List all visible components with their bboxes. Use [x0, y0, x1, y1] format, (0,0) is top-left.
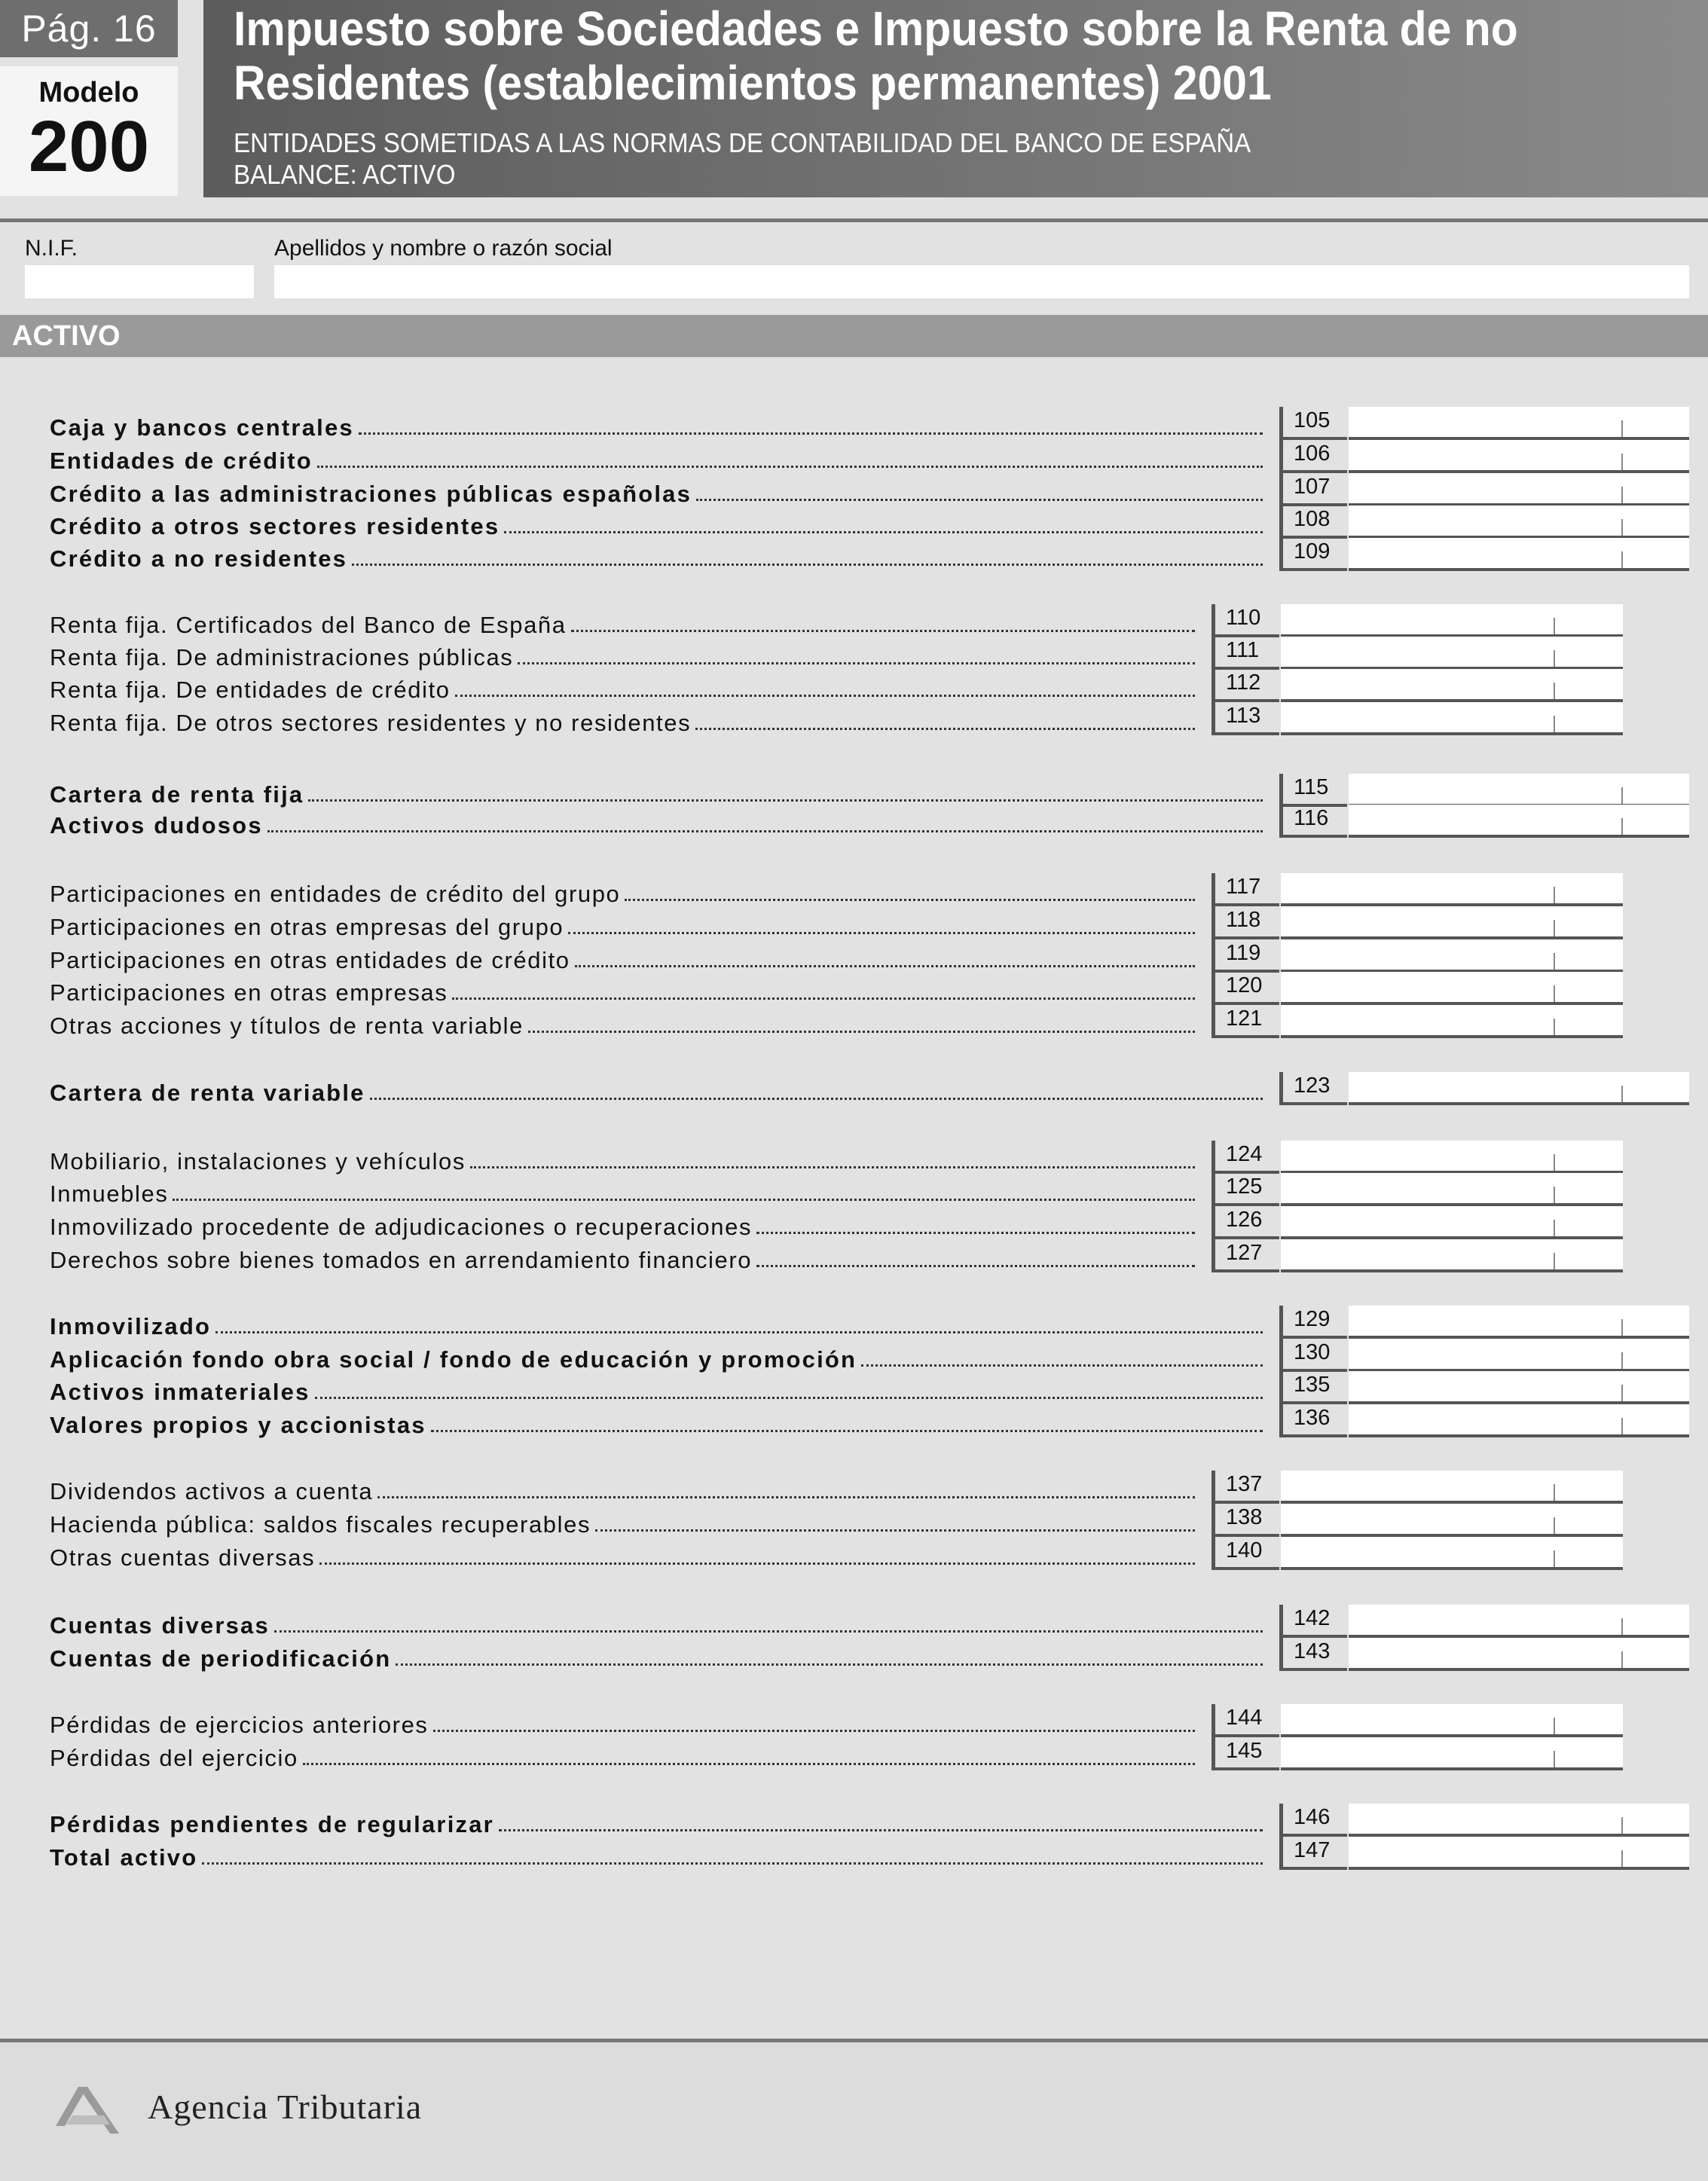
row-label: Renta fija. De entidades de crédito	[50, 677, 451, 703]
form-row	[0, 1505, 1708, 1540]
nif-field[interactable]	[25, 265, 254, 298]
dot-leader	[319, 1562, 1195, 1565]
row-label: Cartera de renta fija	[50, 781, 304, 808]
decimal-separator-mark	[1621, 1651, 1623, 1668]
decimal-separator-mark	[1621, 420, 1623, 437]
amount-field[interactable]	[1281, 1737, 1623, 1770]
amount-field[interactable]	[1349, 1837, 1689, 1870]
dot-leader	[499, 1829, 1263, 1831]
decimal-separator-mark	[1554, 920, 1555, 936]
box-code: 129	[1279, 1306, 1347, 1339]
box-code: 126	[1211, 1206, 1279, 1239]
decimal-separator-mark	[1621, 1817, 1623, 1834]
form-row	[0, 1538, 1708, 1573]
modelo-label: Modelo	[38, 77, 139, 108]
form-row	[0, 539, 1708, 574]
section-header	[0, 315, 1708, 357]
dot-leader	[202, 1862, 1263, 1865]
decimal-separator-mark	[1554, 1718, 1555, 1734]
amount-field[interactable]	[1281, 669, 1623, 702]
form-row	[0, 806, 1708, 841]
row-label: Cuentas de periodificación	[50, 1645, 392, 1672]
amount-field[interactable]	[1281, 1537, 1623, 1570]
decimal-separator-mark	[1621, 1618, 1623, 1635]
divider	[0, 218, 1708, 222]
amount-field[interactable]	[1349, 1404, 1689, 1437]
decimal-separator-mark	[1554, 683, 1555, 699]
box-code: 111	[1211, 637, 1279, 670]
row-label: Pérdidas de ejercicios anteriores	[50, 1712, 429, 1738]
form-row	[0, 606, 1708, 640]
form-row	[0, 908, 1708, 942]
dot-leader	[528, 1031, 1195, 1033]
form-row	[0, 1006, 1708, 1041]
row-label: Mobiliario, instalaciones y vehículos	[50, 1148, 466, 1175]
box-code: 143	[1279, 1638, 1347, 1671]
dot-leader	[756, 1232, 1195, 1234]
box-code: 117	[1211, 873, 1279, 906]
amount-field[interactable]	[1281, 1173, 1623, 1206]
decimal-separator-mark	[1621, 1385, 1623, 1401]
form-subtitle-line2: BALANCE: ACTIVO	[234, 159, 456, 190]
agency-name: Agencia Tributaria	[148, 2088, 423, 2126]
form-row	[0, 638, 1708, 673]
dot-leader	[452, 997, 1195, 1000]
box-code: 125	[1211, 1173, 1279, 1206]
box-code: 142	[1279, 1605, 1347, 1638]
box-code: 123	[1279, 1072, 1347, 1105]
amount-field[interactable]	[1281, 939, 1623, 973]
form-row	[0, 973, 1708, 1008]
amount-field[interactable]	[1281, 604, 1623, 637]
box-code: 110	[1211, 604, 1279, 637]
row-label: Aplicación fondo obra social / fondo de educación y promoción	[50, 1346, 857, 1373]
row-label: Cartera de renta variable	[50, 1080, 365, 1106]
box-code: 109	[1279, 538, 1347, 571]
amount-field[interactable]	[1349, 407, 1689, 440]
amount-field[interactable]	[1349, 440, 1689, 473]
amount-field[interactable]	[1349, 1371, 1689, 1404]
form-row	[0, 1472, 1708, 1507]
dot-leader	[455, 695, 1195, 697]
row-label: Renta fija. Certificados del Banco de España	[50, 612, 567, 638]
decimal-separator-mark	[1621, 1319, 1623, 1336]
row-label: Inmuebles	[50, 1181, 169, 1207]
dot-leader	[274, 1630, 1263, 1633]
amount-field[interactable]	[1281, 1704, 1623, 1737]
decimal-separator-mark	[1554, 985, 1555, 1002]
box-code: 137	[1211, 1471, 1279, 1504]
dot-leader	[571, 630, 1195, 632]
amount-field[interactable]	[1349, 774, 1689, 807]
decimal-separator-mark	[1621, 1086, 1623, 1102]
amount-field[interactable]	[1349, 506, 1689, 539]
box-code: 113	[1211, 702, 1279, 735]
row-label: Entidades de crédito	[50, 448, 313, 474]
decimal-separator-mark	[1621, 454, 1623, 470]
decimal-separator-mark	[1554, 1187, 1555, 1203]
form-row	[0, 1373, 1708, 1407]
amount-field[interactable]	[1281, 906, 1623, 939]
row-label: Inmovilizado	[50, 1313, 212, 1339]
amount-field[interactable]	[1349, 805, 1689, 838]
dot-leader	[625, 899, 1195, 901]
title-bar	[203, 0, 1708, 197]
row-label: Valores propios y accionistas	[50, 1412, 426, 1438]
agencia-tributaria-logo-icon	[50, 2079, 125, 2140]
box-code: 140	[1211, 1537, 1279, 1570]
box-code: 124	[1211, 1141, 1279, 1174]
dot-leader	[359, 432, 1263, 435]
decimal-separator-mark	[1621, 1850, 1623, 1867]
row-label: Caja y bancos centrales	[50, 414, 354, 441]
box-code: 127	[1211, 1239, 1279, 1272]
row-label: Otras cuentas diversas	[50, 1544, 316, 1571]
dot-leader	[695, 728, 1195, 730]
amount-field[interactable]	[1281, 972, 1623, 1005]
dot-leader	[370, 1098, 1263, 1100]
box-code: 135	[1279, 1371, 1347, 1404]
form-row	[0, 1142, 1708, 1177]
name-field[interactable]	[274, 265, 1689, 298]
form-row	[0, 1739, 1708, 1773]
decimal-separator-mark	[1621, 551, 1623, 568]
decimal-separator-mark	[1554, 1019, 1555, 1035]
row-label: Total activo	[50, 1844, 198, 1871]
decimal-separator-mark	[1554, 716, 1555, 732]
dot-leader	[377, 1496, 1195, 1498]
dot-leader	[352, 564, 1263, 566]
form-row	[0, 704, 1708, 738]
decimal-separator-mark	[1621, 519, 1623, 536]
box-code: 130	[1279, 1339, 1347, 1372]
row-label: Renta fija. De otros sectores residentes y no residentes	[50, 710, 692, 736]
row-label: Derechos sobre bienes tomados en arrendamiento financiero	[50, 1247, 753, 1273]
form-subtitle-line1: ENTIDADES SOMETIDAS A LAS NORMAS DE CONTABILIDAD DEL BANCO DE ESPAÑA	[234, 127, 1251, 158]
box-code: 107	[1279, 473, 1347, 506]
box-code: 118	[1211, 906, 1279, 939]
row-label: Participaciones en entidades de crédito del grupo	[50, 881, 621, 907]
box-code: 146	[1279, 1804, 1347, 1837]
dot-leader	[861, 1364, 1263, 1367]
dot-leader	[308, 799, 1263, 802]
box-code: 121	[1211, 1005, 1279, 1038]
form-row	[0, 1208, 1708, 1242]
amount-field[interactable]	[1281, 637, 1623, 670]
decimal-separator-mark	[1554, 1517, 1555, 1534]
row-label: Pérdidas pendientes de regularizar	[50, 1811, 494, 1837]
amount-field[interactable]	[1349, 538, 1689, 571]
amount-field[interactable]	[1349, 1638, 1689, 1671]
box-code: 116	[1279, 805, 1347, 838]
amount-field[interactable]	[1281, 1206, 1623, 1239]
form-title-line2: Residentes (establecimientos permanentes) 2001	[234, 56, 1272, 110]
amount-field[interactable]	[1349, 473, 1689, 506]
amount-field[interactable]	[1281, 873, 1623, 906]
page-number: Pág. 16	[0, 0, 178, 57]
dot-leader	[470, 1166, 1195, 1168]
amount-field[interactable]	[1281, 1141, 1623, 1174]
amount-field[interactable]	[1281, 1504, 1623, 1537]
dot-leader	[303, 1763, 1195, 1765]
form-row	[0, 670, 1708, 705]
amount-field[interactable]	[1281, 1239, 1623, 1272]
modelo-number: 200	[28, 106, 150, 187]
dot-leader	[215, 1331, 1263, 1333]
dot-leader	[595, 1529, 1195, 1532]
form-row	[0, 1639, 1708, 1674]
form-row	[0, 1074, 1708, 1108]
row-label: Renta fija. De administraciones públicas	[50, 644, 514, 670]
box-code: 106	[1279, 440, 1347, 473]
row-label: Participaciones en otras empresas del grupo	[50, 914, 564, 940]
form-title-line1: Impuesto sobre Sociedades e Impuesto sobre la Renta de no	[234, 2, 1518, 56]
form-row	[0, 875, 1708, 909]
box-code: 138	[1211, 1504, 1279, 1537]
decimal-separator-mark	[1554, 1154, 1555, 1171]
box-code: 115	[1279, 774, 1347, 807]
row-label: Crédito a no residentes	[50, 545, 348, 572]
form-row	[0, 441, 1708, 476]
box-code: 105	[1279, 407, 1347, 440]
amount-field[interactable]	[1281, 1005, 1623, 1038]
decimal-separator-mark	[1554, 887, 1555, 903]
dot-leader	[433, 1730, 1195, 1732]
form-row	[0, 1706, 1708, 1740]
form-row	[0, 1175, 1708, 1209]
box-code: 136	[1279, 1404, 1347, 1437]
row-label: Crédito a otros sectores residentes	[50, 513, 500, 539]
decimal-separator-mark	[1554, 618, 1555, 634]
decimal-separator-mark	[1621, 818, 1623, 835]
dot-leader	[696, 499, 1263, 501]
dot-leader	[575, 965, 1195, 967]
form-row	[0, 1340, 1708, 1375]
row-label: Hacienda pública: saldos fiscales recuperables	[50, 1511, 591, 1538]
row-label: Crédito a las administraciones públicas españolas	[50, 481, 692, 507]
dot-leader	[315, 1397, 1263, 1399]
form-row	[0, 1406, 1708, 1440]
dot-leader	[504, 531, 1263, 533]
row-label: Dividendos activos a cuenta	[50, 1478, 374, 1504]
row-label: Activos inmateriales	[50, 1379, 310, 1405]
row-label: Participaciones en otras empresas	[50, 979, 448, 1006]
decimal-separator-mark	[1554, 1220, 1555, 1236]
dot-leader	[518, 662, 1195, 664]
dot-leader	[267, 830, 1263, 832]
name-label: Apellidos y nombre o razón social	[274, 236, 613, 261]
section-title: ACTIVO	[12, 320, 121, 352]
decimal-separator-mark	[1554, 1484, 1555, 1501]
row-label: Activos dudosos	[50, 812, 263, 838]
amount-field[interactable]	[1281, 702, 1623, 735]
form-row	[0, 408, 1708, 443]
nif-label: N.I.F.	[25, 236, 78, 261]
amount-field[interactable]	[1349, 1804, 1689, 1837]
decimal-separator-mark	[1554, 1751, 1555, 1767]
decimal-separator-mark	[1621, 787, 1623, 804]
amount-field[interactable]	[1349, 1339, 1689, 1372]
row-label: Cuentas diversas	[50, 1612, 270, 1639]
form-row	[0, 1805, 1708, 1840]
row-label: Participaciones en otras entidades de crédito	[50, 947, 570, 973]
decimal-separator-mark	[1621, 1352, 1623, 1369]
box-code: 147	[1279, 1837, 1347, 1870]
dot-leader	[317, 466, 1263, 468]
amount-field[interactable]	[1349, 1605, 1689, 1638]
modelo-box	[0, 66, 178, 196]
box-code: 120	[1211, 972, 1279, 1005]
box-code: 145	[1211, 1737, 1279, 1770]
row-label: Pérdidas del ejercicio	[50, 1745, 298, 1771]
decimal-separator-mark	[1621, 487, 1623, 503]
dot-leader	[431, 1430, 1263, 1432]
box-code: 119	[1211, 939, 1279, 973]
form-row	[0, 1606, 1708, 1641]
dot-leader	[756, 1265, 1195, 1267]
row-label: Inmovilizado procedente de adjudicaciones o recuperaciones	[50, 1214, 753, 1240]
form-row	[0, 507, 1708, 542]
form-row	[0, 1241, 1708, 1275]
form-row	[0, 941, 1708, 976]
dot-leader	[396, 1663, 1263, 1666]
dot-leader	[568, 932, 1195, 934]
box-code: 108	[1279, 506, 1347, 539]
decimal-separator-mark	[1554, 1253, 1555, 1269]
amount-field[interactable]	[1349, 1072, 1689, 1105]
dot-leader	[173, 1199, 1195, 1201]
decimal-separator-mark	[1621, 1418, 1623, 1434]
row-label: Otras acciones y títulos de renta variable	[50, 1013, 524, 1039]
decimal-separator-mark	[1554, 953, 1555, 970]
box-code: 112	[1211, 669, 1279, 702]
amount-field[interactable]	[1349, 1306, 1689, 1339]
amount-field[interactable]	[1281, 1471, 1623, 1504]
form-row	[0, 1838, 1708, 1873]
form-row	[0, 1307, 1708, 1342]
decimal-separator-mark	[1554, 650, 1555, 667]
form-row	[0, 475, 1708, 509]
decimal-separator-mark	[1554, 1550, 1555, 1567]
box-code: 144	[1211, 1704, 1279, 1737]
